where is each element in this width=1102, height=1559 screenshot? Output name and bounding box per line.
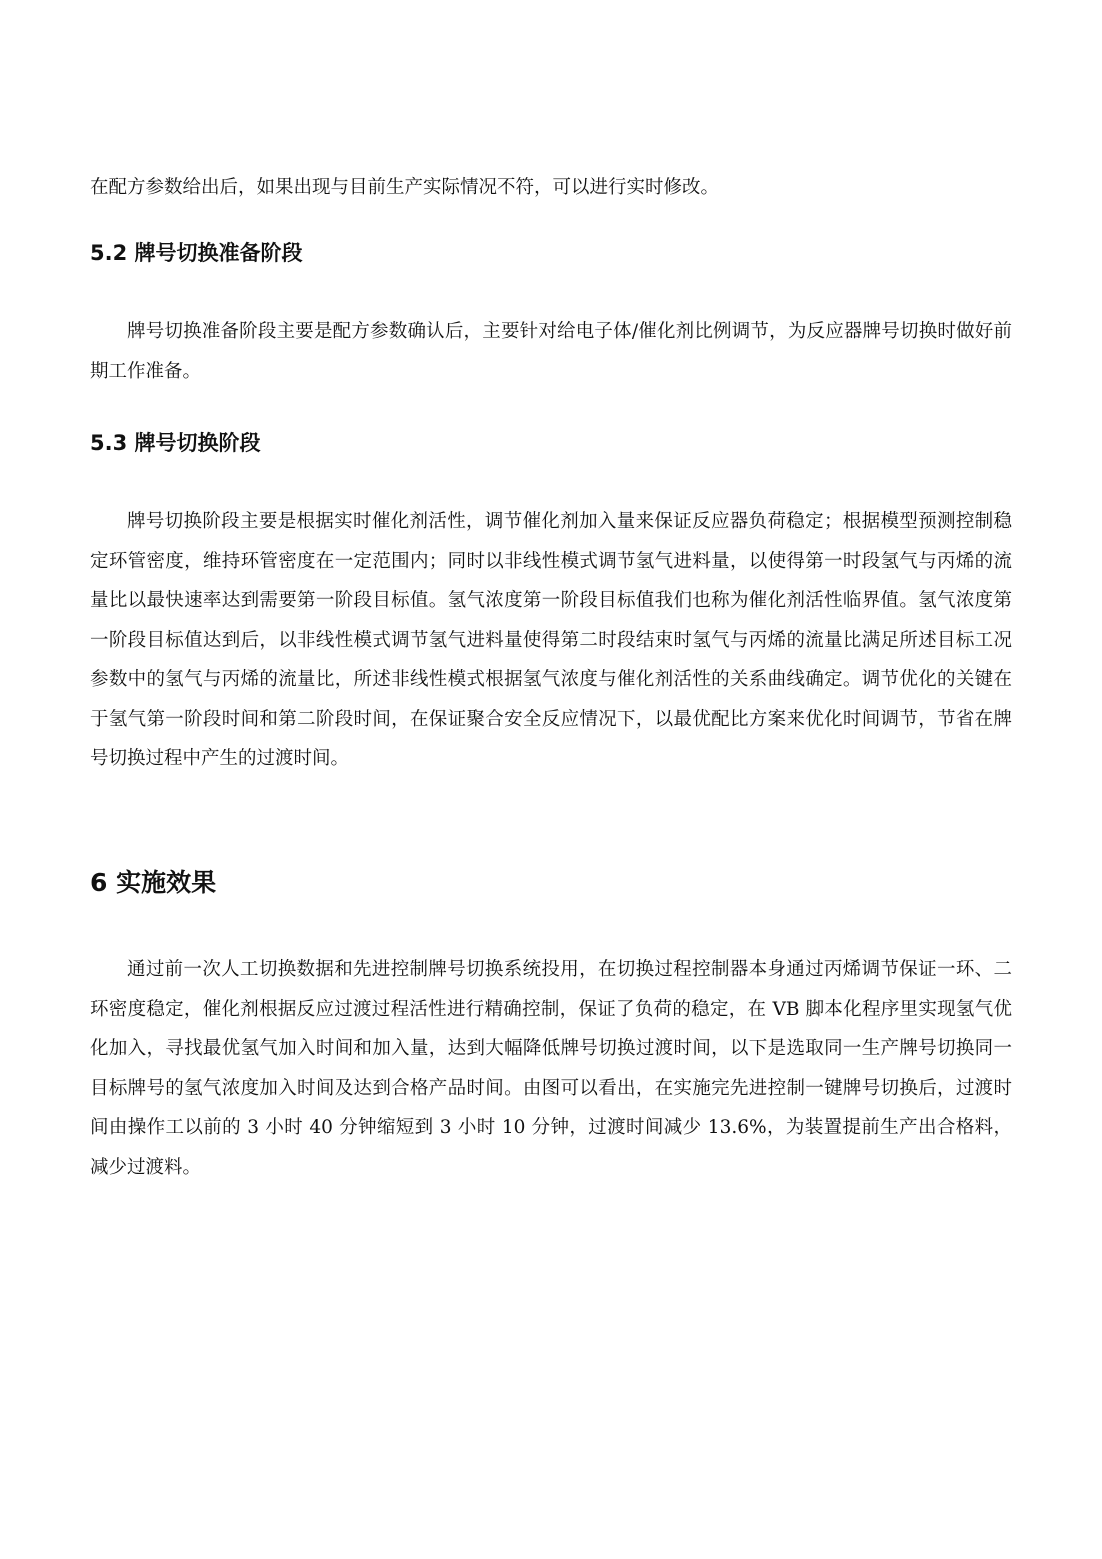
section-5-2-heading: 5.2 牌号切换准备阶段: [90, 241, 303, 265]
intro-paragraph: 在配方参数给出后，如果出现与目前生产实际情况不符，可以进行实时修改。: [90, 177, 720, 198]
section-6-paragraph: 通过前一次人工切换数据和先进控制牌号切换系统投用，在切换过程控制器本身通过丙烯调节保证一环、二环密度稳定，催化剂根据反应过渡过程活性进行精确控制，保证了负荷的稳定，在 VB 脚本化程序里实现氢气优化加入，寻找最优氢气加入时间和加入量，达到大幅降低牌号切换过渡时间，以下是选取同一生产牌号切换同一目标牌号的氢气浓度加入时间及达到合格产品时间。由图可以看出，在实施完先进控制一键牌号切换后，过渡时间由操作工以前的 3 小时 40 分钟缩短到 3 小时 10 分钟，过渡时间减少 13.6%，为装置提前生产出合格料，减少过渡料。: [90, 959, 1012, 1178]
section-6-heading: 6 实施效果: [90, 868, 217, 897]
section-5-2-paragraph: 牌号切换准备阶段主要是配方参数确认后，主要针对给电子体/催化剂比例调节，为反应器牌号切换时做好前期工作准备。: [90, 321, 1012, 382]
section-5-3-heading: 5.3 牌号切换阶段: [90, 431, 261, 455]
section-5-3-paragraph: 牌号切换阶段主要是根据实时催化剂活性，调节催化剂加入量来保证反应器负荷稳定；根据模型预测控制稳定环管密度，维持环管密度在一定范围内；同时以非线性模式调节氢气进料量，以使得第一时段氢气与丙烯的流量比以最快速率达到需要第一阶段目标值。氢气浓度第一阶段目标值我们也称为催化剂活性临界值。氢气浓度第一阶段目标值达到后，以非线性模式调节氢气进料量使得第二时段结束时氢气与丙烯的流量比满足所述目标工况参数中的氢气与丙烯的流量比，所述非线性模式根据氢气浓度与催化剂活性的关系曲线确定。调节优化的关键在于氢气第一阶段时间和第二阶段时间，在保证聚合安全反应情况下，以最优配比方案来优化时间调节，节省在牌号切换过程中产生的过渡时间。: [90, 511, 1012, 769]
